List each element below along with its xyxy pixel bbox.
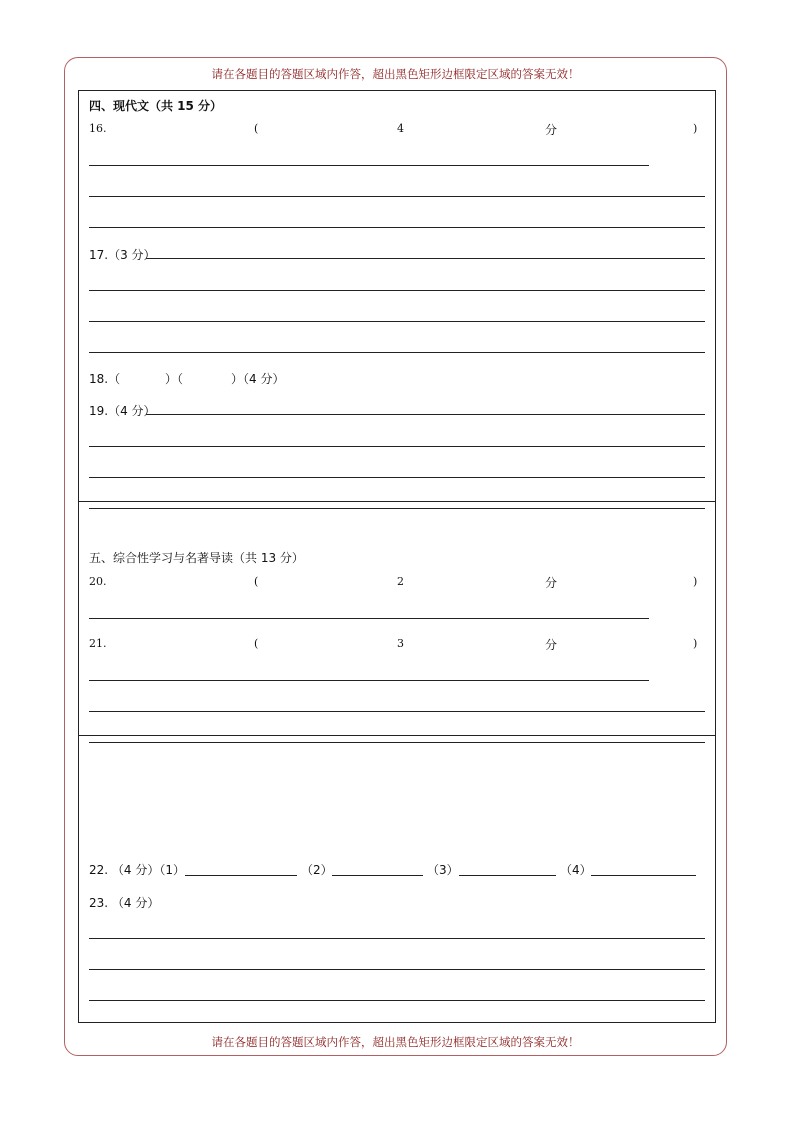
q20-close-paren: ) bbox=[693, 575, 698, 588]
q16-answer-line-1[interactable] bbox=[89, 165, 649, 166]
q22-part-2: （2） bbox=[301, 863, 333, 877]
q20-unit: 分 bbox=[545, 576, 558, 590]
warning-bottom: 请在各题目的答题区域内作答，超出黑色矩形边框限定区域的答案无效！ bbox=[211, 1035, 580, 1049]
section4-title: 四、现代文（共 15 分） bbox=[89, 99, 223, 113]
section5-title: 五、综合性学习与名著导读（共 13 分） bbox=[89, 551, 304, 565]
q17-answer-line-1[interactable] bbox=[146, 258, 705, 259]
q18-end: ）（4 分） bbox=[231, 372, 285, 386]
q17-label: 17.（3 分） bbox=[89, 248, 156, 262]
q17-answer-line-2[interactable] bbox=[89, 290, 705, 291]
q16-close-paren: ) bbox=[693, 122, 698, 135]
section4-box bbox=[78, 90, 716, 502]
q19-label: 19.（4 分） bbox=[89, 404, 156, 418]
q16-answer-line-2[interactable] bbox=[89, 196, 705, 197]
q20-open-paren: ( bbox=[254, 575, 259, 588]
q16-score: 4 bbox=[397, 122, 404, 135]
section6-box bbox=[78, 735, 716, 1023]
q20-score: 2 bbox=[397, 575, 404, 588]
q23-answer-line-3[interactable] bbox=[89, 1000, 705, 1001]
q23-label: 23. （4 分） bbox=[89, 896, 160, 910]
q16-answer-line-3[interactable] bbox=[89, 227, 705, 228]
q21-score: 3 bbox=[397, 637, 404, 650]
q23-answer-line-2[interactable] bbox=[89, 969, 705, 970]
q21-close-paren: ) bbox=[693, 637, 698, 650]
q22-blank-1[interactable] bbox=[185, 875, 297, 876]
q16-unit: 分 bbox=[545, 123, 558, 137]
q16-number: 16. bbox=[89, 122, 107, 135]
q19-answer-line-3[interactable] bbox=[89, 477, 705, 478]
q22-blank-2[interactable] bbox=[332, 875, 423, 876]
section5-top-line[interactable] bbox=[89, 508, 705, 509]
warning-top: 请在各题目的答题区域内作答，超出黑色矩形边框限定区域的答案无效！ bbox=[211, 67, 580, 81]
section6-top-line[interactable] bbox=[89, 742, 705, 743]
q23-answer-line-1[interactable] bbox=[89, 938, 705, 939]
q22-part-4: （4） bbox=[560, 863, 592, 877]
q18-number: 18.（ bbox=[89, 372, 121, 386]
q17-answer-line-3[interactable] bbox=[89, 321, 705, 322]
q20-number: 20. bbox=[89, 575, 107, 588]
q20-answer-line[interactable] bbox=[89, 618, 649, 619]
q16-open-paren: ( bbox=[254, 122, 259, 135]
q22-label: 22. （4 分）（1） bbox=[89, 863, 185, 877]
q22-blank-4[interactable] bbox=[591, 875, 696, 876]
q21-number: 21. bbox=[89, 637, 107, 650]
q22-part-3: （3） bbox=[427, 863, 459, 877]
section5-box bbox=[78, 501, 716, 736]
q21-unit: 分 bbox=[545, 638, 558, 652]
q21-answer-line-1[interactable] bbox=[89, 680, 649, 681]
q19-answer-line-1[interactable] bbox=[146, 414, 705, 415]
q21-open-paren: ( bbox=[254, 637, 259, 650]
q22-blank-3[interactable] bbox=[459, 875, 556, 876]
q18-mid: ）（ bbox=[165, 372, 184, 386]
q21-answer-line-2[interactable] bbox=[89, 711, 705, 712]
q17-answer-line-4[interactable] bbox=[89, 352, 705, 353]
q19-answer-line-2[interactable] bbox=[89, 446, 705, 447]
